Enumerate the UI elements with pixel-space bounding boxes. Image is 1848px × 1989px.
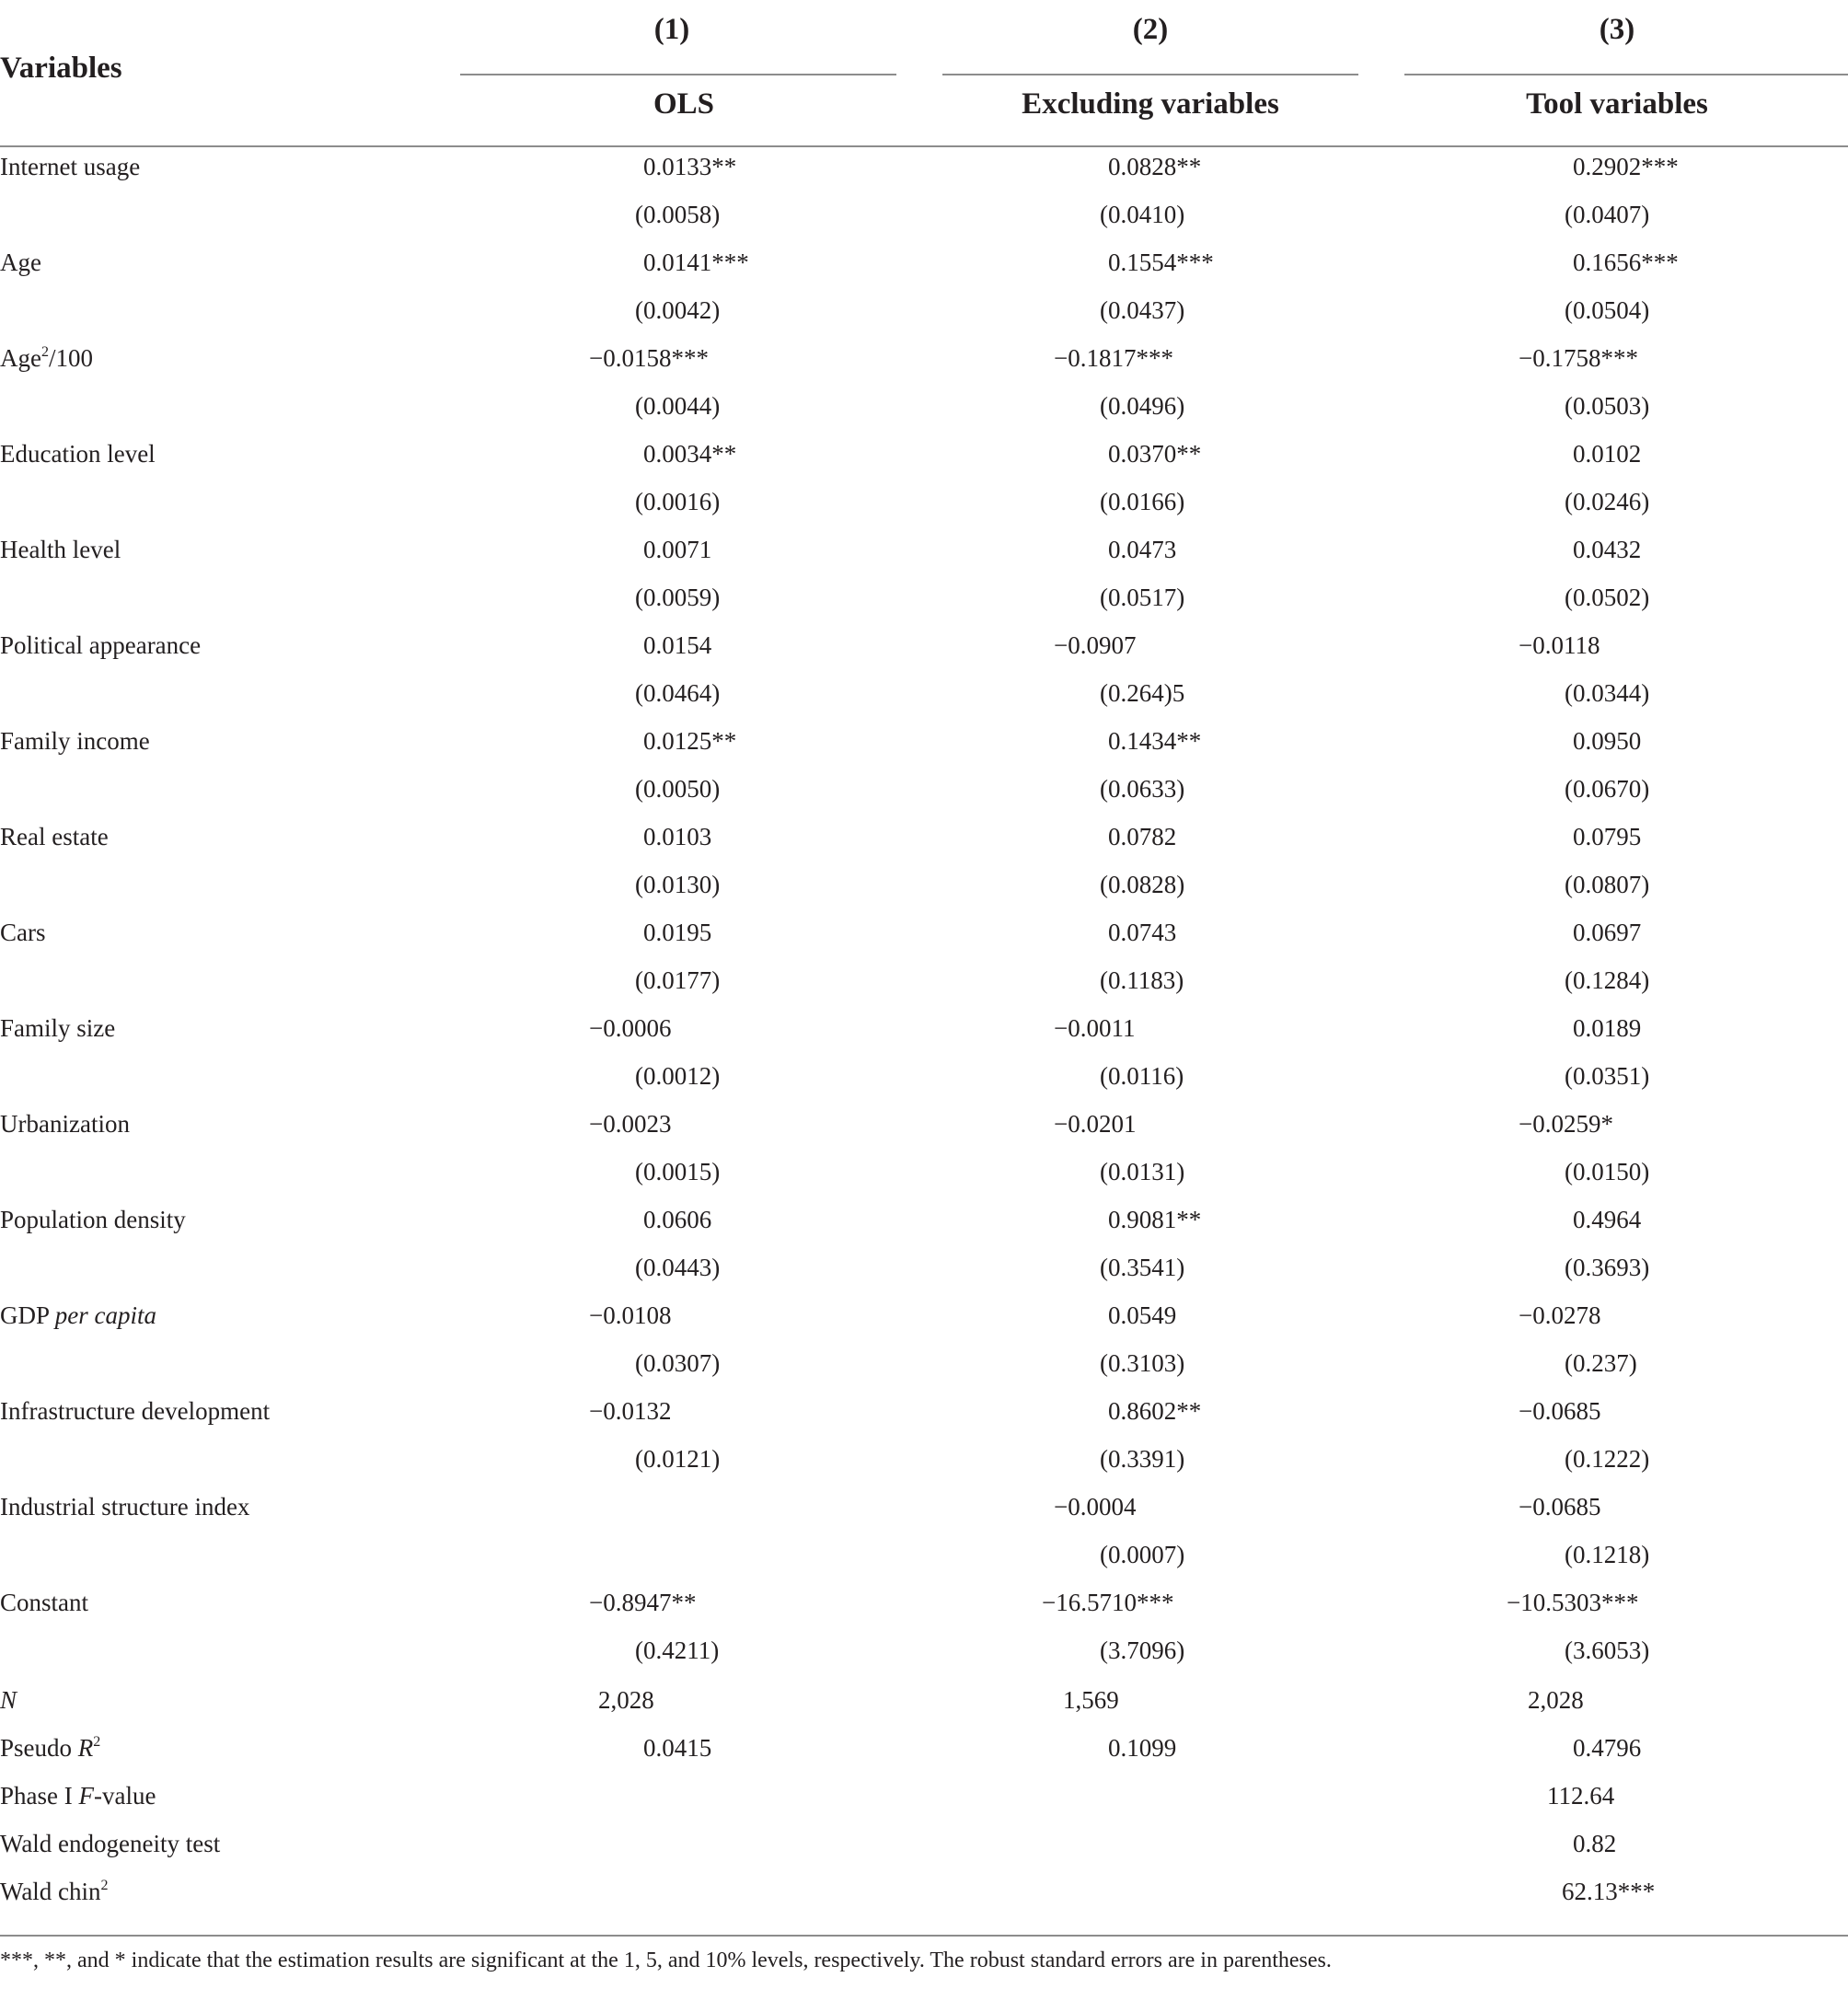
se-cell: (0.237) [1565, 1349, 1637, 1377]
se-cell: (0.0012) [635, 1062, 721, 1090]
row-label: Industrial structure index [0, 1493, 250, 1521]
coef-cell: 0.0189 [1573, 1014, 1642, 1042]
stat-pseudo-r2-col3: 0.4796 [1573, 1734, 1642, 1762]
se-cell: (0.0504) [1565, 296, 1650, 324]
coef-cell: −10.5303*** [1507, 1589, 1639, 1616]
col2-number: (2) [1132, 13, 1169, 46]
se-cell: (0.0044) [635, 392, 721, 420]
coef-cell: 0.0828** [1108, 153, 1202, 180]
row-label: Political appearance [0, 631, 202, 659]
se-cell: (0.0130) [635, 871, 721, 898]
coef-cell: −0.0011 [1054, 1014, 1136, 1042]
se-cell: (0.3541) [1100, 1254, 1185, 1281]
se-cell: (0.3103) [1100, 1349, 1185, 1377]
coef-cell: −16.5710*** [1042, 1589, 1174, 1616]
col1-rule [460, 74, 896, 75]
se-cell: (0.0828) [1100, 871, 1185, 898]
coef-cell: −0.0907 [1054, 631, 1137, 659]
row-label: Family size [0, 1014, 116, 1042]
col2-name: Excluding variables [1022, 87, 1279, 121]
coef-cell: −0.0118 [1519, 631, 1600, 659]
coef-cell: 0.0195 [643, 919, 712, 946]
se-cell: (0.1218) [1565, 1541, 1650, 1568]
se-cell: (0.0131) [1100, 1158, 1185, 1185]
coef-cell: −0.0259* [1519, 1110, 1613, 1138]
se-cell: (0.0344) [1565, 679, 1650, 707]
se-cell: (0.1284) [1565, 966, 1650, 994]
coef-cell: −0.0278 [1519, 1301, 1601, 1329]
se-cell: (0.0050) [635, 775, 721, 803]
se-cell: (0.0670) [1565, 775, 1650, 803]
stat-wald-endog-label: Wald endogeneity test [0, 1830, 221, 1857]
se-cell: (0.264)5 [1100, 679, 1185, 707]
coef-cell: −0.0685 [1519, 1493, 1601, 1521]
col1-name: OLS [653, 87, 715, 121]
se-cell: (0.0443) [635, 1254, 721, 1281]
stat-wald-chi2-label: Wald chin$^2$ [0, 1878, 109, 1905]
se-cell: (0.0407) [1565, 201, 1650, 228]
se-cell: (0.0633) [1100, 775, 1185, 803]
col3-name: Tool variables [1526, 87, 1708, 121]
stat-pseudo-r2-col1: 0.0415 [643, 1734, 712, 1762]
stat-pseudo-r2-col2: 0.1099 [1108, 1734, 1177, 1762]
se-cell: (0.0042) [635, 296, 721, 324]
se-cell: (0.0166) [1100, 488, 1185, 515]
row-label: Education level [0, 440, 156, 468]
row-label: Population density [0, 1206, 186, 1233]
coef-cell: 0.0370** [1108, 440, 1202, 468]
se-cell: (0.0437) [1100, 296, 1185, 324]
header-variables: Variables [0, 52, 122, 85]
se-cell: (0.0351) [1565, 1062, 1650, 1090]
stat-phase1-f-value: 112.64 [1547, 1782, 1615, 1810]
stat-wald-endog-value: 0.82 [1573, 1830, 1617, 1857]
row-label: Real estate [0, 823, 109, 850]
se-cell: (0.0177) [635, 966, 721, 994]
se-cell: (0.0246) [1565, 488, 1650, 515]
row-label: Internet usage [0, 153, 141, 180]
coef-cell: 0.0432 [1573, 536, 1642, 563]
stat-n-label: N [0, 1686, 17, 1714]
row-label: Cars [0, 919, 46, 946]
coef-cell: −0.0685 [1519, 1397, 1601, 1425]
se-cell: (0.0007) [1100, 1541, 1185, 1568]
se-cell: (0.0058) [635, 201, 721, 228]
row-label: Constant [0, 1589, 89, 1616]
coef-cell: −0.0023 [589, 1110, 672, 1138]
coef-cell: 0.0782 [1108, 823, 1177, 850]
se-cell: (0.0502) [1565, 584, 1650, 611]
se-cell: (0.3693) [1565, 1254, 1650, 1281]
stat-n-col2: 1,569 [1063, 1686, 1119, 1714]
col2-rule [942, 74, 1358, 75]
coef-cell: 0.0606 [643, 1206, 712, 1233]
coef-cell: 0.9081** [1108, 1206, 1202, 1233]
se-cell: (0.0464) [635, 679, 721, 707]
se-cell: (3.7096) [1100, 1636, 1185, 1664]
row-label: Age [0, 249, 41, 276]
coef-cell: −0.1758*** [1519, 344, 1638, 372]
coef-cell: 0.0950 [1573, 727, 1642, 755]
row-label: Family income [0, 727, 150, 755]
row-label: Health level [0, 536, 121, 563]
coef-cell: 0.0795 [1573, 823, 1642, 850]
stat-phase1-f-label: Phase I F-value [0, 1782, 156, 1810]
coef-cell: −0.0108 [589, 1301, 672, 1329]
col3-number: (3) [1599, 13, 1635, 46]
header-rule [0, 145, 1848, 147]
se-cell: (0.0150) [1565, 1158, 1650, 1185]
coef-cell: 0.0141*** [643, 249, 749, 276]
coef-cell: 0.1434** [1108, 727, 1202, 755]
se-cell: (0.1222) [1565, 1445, 1650, 1473]
col3-rule [1404, 74, 1848, 75]
coef-cell: −0.1817*** [1054, 344, 1173, 372]
row-label: Infrastructure development [0, 1397, 271, 1425]
coef-cell: −0.0004 [1054, 1493, 1137, 1521]
coef-cell: 0.0549 [1108, 1301, 1177, 1329]
stat-wald-chi2-value: 62.13*** [1562, 1878, 1656, 1905]
coef-cell: 0.0102 [1573, 440, 1642, 468]
stat-n-col3: 2,028 [1528, 1686, 1584, 1714]
footer-rule [0, 1935, 1848, 1937]
coef-cell: 0.0071 [643, 536, 712, 563]
stat-pseudo-r2-label: Pseudo $R^2$ [0, 1734, 101, 1762]
se-cell: (0.0503) [1565, 392, 1650, 420]
coef-cell: 0.8602** [1108, 1397, 1202, 1425]
se-cell: (0.0015) [635, 1158, 721, 1185]
se-cell: (0.1183) [1100, 966, 1184, 994]
se-cell: (0.0307) [635, 1349, 721, 1377]
se-cell: (0.0517) [1100, 584, 1185, 611]
se-cell: (0.4211) [635, 1636, 720, 1664]
coef-cell: 0.1554*** [1108, 249, 1214, 276]
se-cell: (0.0016) [635, 488, 721, 515]
coef-cell: 0.4964 [1573, 1206, 1642, 1233]
row-label: Age$^2$/100 [0, 344, 93, 372]
se-cell: (3.6053) [1565, 1636, 1650, 1664]
coef-cell: 0.0697 [1573, 919, 1642, 946]
coef-cell: 0.0034** [643, 440, 737, 468]
coef-cell: 0.0103 [643, 823, 712, 850]
row-label: GDP per capita [0, 1301, 156, 1329]
se-cell: (0.0121) [635, 1445, 721, 1473]
se-cell: (0.0059) [635, 584, 721, 611]
coef-cell: 0.0473 [1108, 536, 1177, 563]
coef-cell: 0.2902*** [1573, 153, 1679, 180]
coef-cell: 0.0743 [1108, 919, 1177, 946]
col1-number: (1) [653, 13, 690, 46]
coef-cell: 0.1656*** [1573, 249, 1679, 276]
coef-cell: −0.8947** [589, 1589, 697, 1616]
coef-cell: −0.0158*** [589, 344, 709, 372]
se-cell: (0.0410) [1100, 201, 1185, 228]
row-label: Urbanization [0, 1110, 130, 1138]
coef-cell: −0.0132 [589, 1397, 672, 1425]
footnote: ***, **, and * indicate that the estimation results are significant at the 1, 5, and 10% levels, respectively. The robust standard errors are in parentheses. [0, 1949, 1332, 1972]
se-cell: (0.0496) [1100, 392, 1185, 420]
coef-cell: 0.0154 [643, 631, 712, 659]
coef-cell: 0.0133** [643, 153, 737, 180]
se-cell: (0.3391) [1100, 1445, 1185, 1473]
coef-cell: −0.0201 [1054, 1110, 1137, 1138]
coef-cell: 0.0125** [643, 727, 737, 755]
coef-cell: −0.0006 [589, 1014, 672, 1042]
se-cell: (0.0116) [1100, 1062, 1184, 1090]
stat-n-col1: 2,028 [598, 1686, 654, 1714]
se-cell: (0.0807) [1565, 871, 1650, 898]
